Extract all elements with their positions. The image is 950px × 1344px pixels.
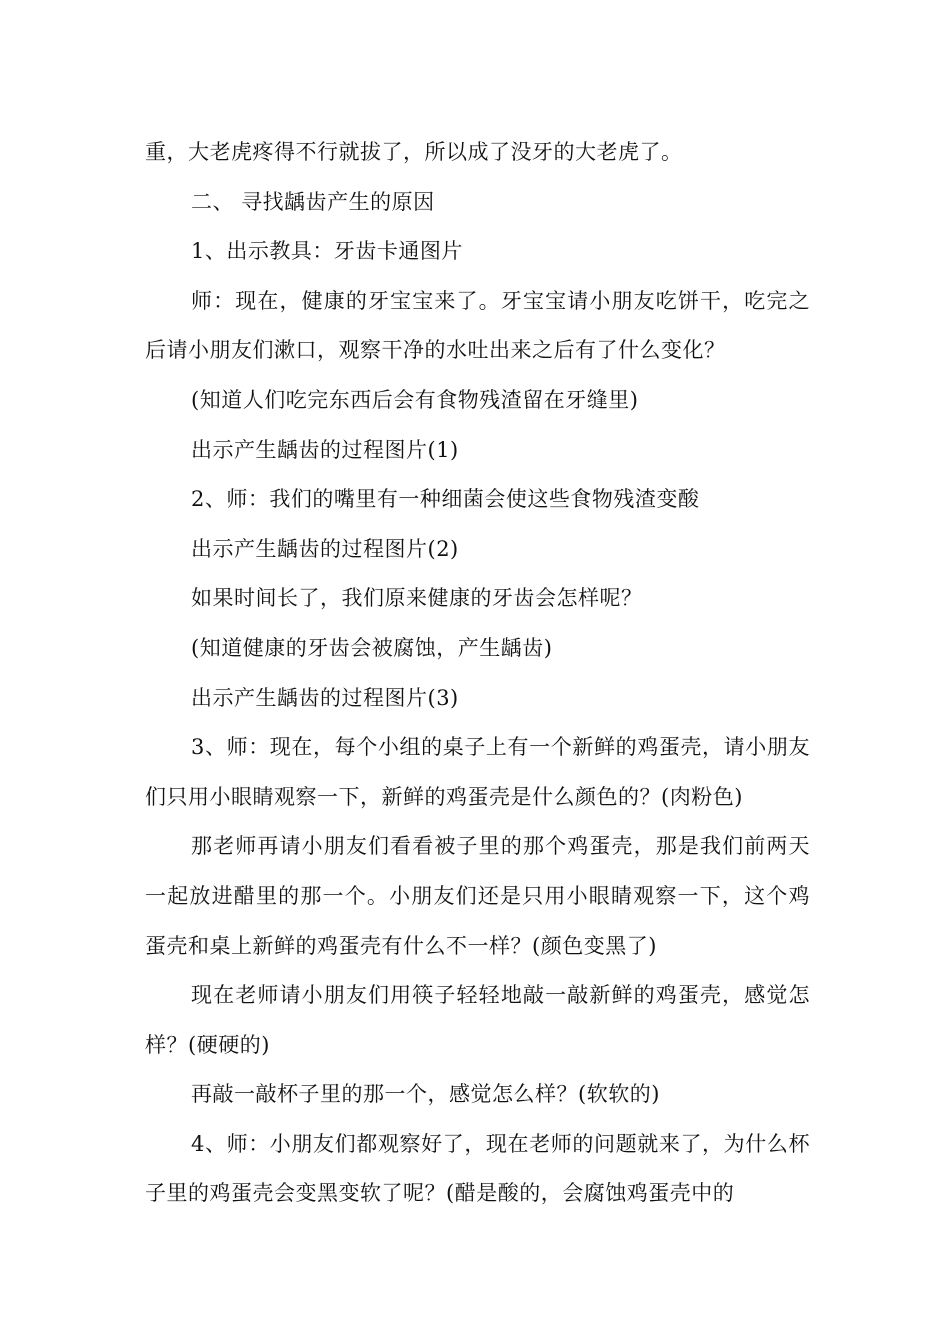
paragraph-10: (知道健康的牙齿会被腐蚀，产生龋齿) xyxy=(191,635,553,660)
section-heading: 二、 寻找龋齿产生的原因 xyxy=(191,189,435,214)
paragraph-1: 重，大老虎疼得不行就拔了，所以成了没牙的大老虎了。 xyxy=(145,140,683,164)
paragraph-13: 那老师再请小朋友们看看被子里的那个鸡蛋壳，那是我们前两天一起放进醋里的那一个。小朋友们还是只用小眼睛观察一下，这个鸡蛋壳和桌上新鲜的鸡蛋壳有什么不一样？(颜色变黑了) xyxy=(145,834,810,958)
paragraph-12: 3、师：现在，每个小组的桌子上有一个新鲜的鸡蛋壳，请小朋友们只用小眼睛观察一下，新鲜的鸡蛋壳是什么颜色的？(肉粉色) xyxy=(145,735,810,809)
paragraph-16: 4、师：小朋友们都观察好了，现在老师的问题就来了，为什么杯子里的鸡蛋壳会变黑变软了呢？(醋是酸的，会腐蚀鸡蛋壳中的 xyxy=(145,1131,810,1206)
paragraph-15: 再敲一敲杯子里的那一个，感觉怎么样？(软软的) xyxy=(191,1082,660,1107)
paragraph-5: (知道人们吃完东西后会有食物残渣留在牙缝里) xyxy=(191,387,639,412)
paragraph-11: 出示产生龋齿的过程图片(3) xyxy=(191,685,459,710)
document-body xyxy=(145,128,810,1219)
paragraph-4: 师：现在，健康的牙宝宝来了。牙宝宝请小朋友吃饼干，吃完之后请小朋友们漱口，观察干净的水吐出来之后有了什么变化？ xyxy=(145,288,810,363)
paragraph-8: 出示产生龋齿的过程图片(2) xyxy=(191,536,459,561)
paragraph-6: 出示产生龋齿的过程图片(1) xyxy=(191,437,459,462)
paragraph-7: 2、师：我们的嘴里有一种细菌会使这些食物残渣变酸 xyxy=(191,487,700,512)
paragraph-14: 现在老师请小朋友们用筷子轻轻地敲一敲新鲜的鸡蛋壳，感觉怎样？(硬硬的) xyxy=(145,983,810,1057)
paragraph-3: 1、出示教具：牙齿卡通图片 xyxy=(191,239,463,264)
paragraph-9: 如果时间长了，我们原来健康的牙齿会怎样呢？ xyxy=(191,586,643,611)
